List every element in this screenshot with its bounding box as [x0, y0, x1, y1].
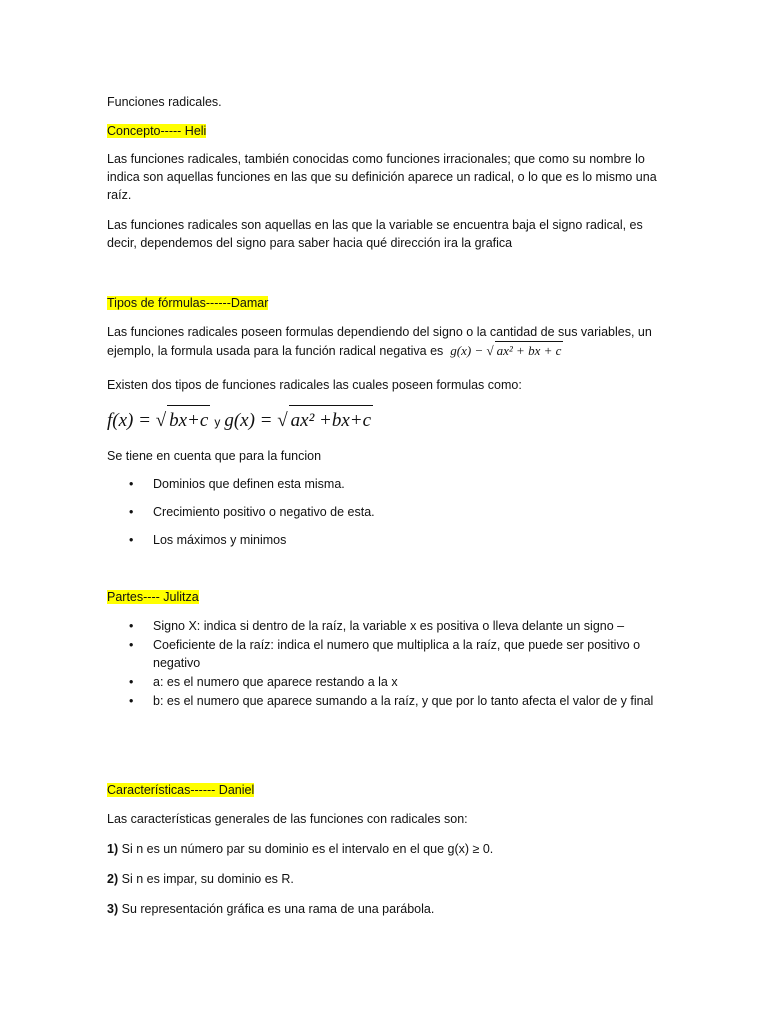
bullet-icon: • [129, 505, 134, 519]
list-item: • Los máximos y minimos [129, 533, 287, 547]
section-heading-caracteristicas: Características------ Daniel [107, 783, 255, 797]
partes-bullet-list [107, 617, 663, 710]
list-item: • Signo X: indica si dentro de la raíz, la variable x es positiva o lleva delante un signo – [129, 619, 625, 633]
list-item: • Crecimiento positivo o negativo de esta. [129, 505, 375, 519]
bullet-icon: • [129, 477, 134, 491]
caracteristicas-intro: Las características generales de las funciones con radicales son: [107, 812, 468, 826]
bullet-icon: • [129, 619, 134, 633]
document-title: Funciones radicales. [107, 95, 222, 109]
caracteristica-item-2: 2) Si n es impar, su dominio es R. [107, 872, 294, 886]
tipos-paragraph-2: Existen dos tipos de funciones radicales las cuales poseen formulas como: [107, 378, 522, 392]
section-heading-tipos: Tipos de fórmulas------Damar [107, 296, 269, 310]
formula-connector: y [214, 415, 221, 429]
section-heading-partes: Partes---- Julitza [107, 590, 199, 604]
tipos-bullet-list [107, 475, 663, 549]
inline-formula: g(x) − √ ax² + bx + c [450, 343, 562, 358]
list-item: • Coeficiente de la raíz: indica el numero que multiplica a la raíz, que puede ser positivo o negativo [129, 638, 641, 670]
concepto-paragraph-1: Las funciones radicales, también conocidas como funciones irracionales; que como su nombre lo indica son aquellas funciones en las que su definición aparece un radical, o lo que es lo mismo una raíz. [107, 152, 657, 202]
bullet-icon: • [129, 638, 134, 652]
bullet-icon: • [129, 675, 134, 689]
bullet-icon: • [129, 533, 134, 547]
list-item: • b: es el numero que aparece sumando a la raíz, y que por lo tanto afecta el valor de y final [129, 694, 654, 708]
list-item: • Dominios que definen esta misma. [129, 477, 345, 491]
list-item: • a: es el numero que aparece restando a la x [129, 675, 398, 689]
tipos-paragraph-3: Se tiene en cuenta que para la funcion [107, 449, 322, 463]
caracteristica-item-1: 1) Si n es un número par su dominio es el intervalo en el que g(x) ≥ 0. [107, 842, 494, 856]
tipos-paragraph-1: Las funciones radicales poseen formulas dependiendo del signo o la cantidad de sus variables, un ejemplo, la formula usada para la función radical negativa es g(x) − √ ax² + bx + c [107, 325, 652, 358]
formula-g: g(x) = √ ax² +bx+c [224, 410, 373, 431]
concepto-paragraph-2: Las funciones radicales son aquellas en las que la variable se encuentra baja el signo radical, es decir, dependemos del signo para saber hacia qué dirección ira la grafica [107, 218, 643, 250]
section-heading-concepto: Concepto----- Heli [107, 124, 207, 138]
formula-f: f(x) = √ bx+c [107, 410, 210, 431]
formula-row [107, 405, 663, 437]
caracteristica-item-3: 3) Su representación gráfica es una rama de una parábola. [107, 902, 435, 916]
bullet-icon: • [129, 694, 134, 708]
